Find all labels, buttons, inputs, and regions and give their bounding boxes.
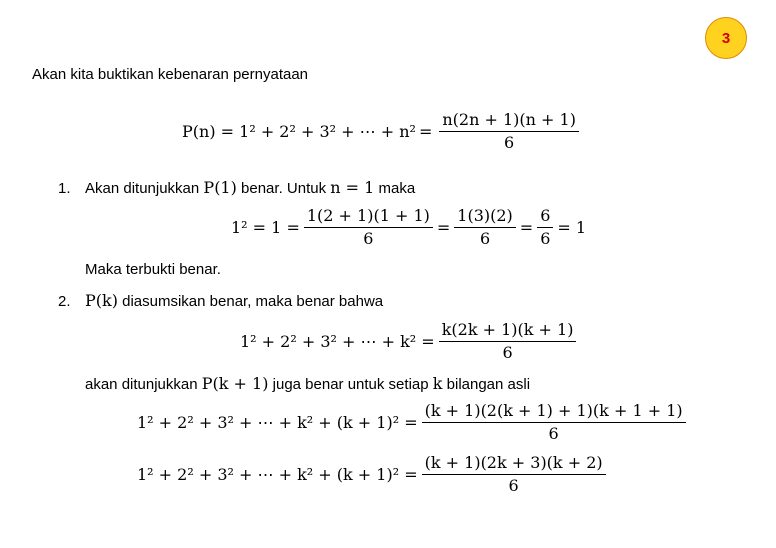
step1-eq-f3-denominator: 6: [540, 229, 551, 248]
step2-eq1-numerator: k(2k + 1)(k + 1): [439, 320, 577, 342]
step2-eq3-denominator: 6: [508, 476, 519, 495]
step2-eq2-numerator: (k + 1)(2(k + 1) + 1)(k + 1 + 1): [422, 401, 686, 423]
step2-math-b: P(k + 1): [201, 374, 269, 393]
step1-eq-fraction-2: [454, 206, 516, 248]
step2-text-c: juga benar untuk setiap: [272, 376, 429, 393]
step1-text-b: benar. Untuk: [241, 180, 327, 197]
step2-equation-2: [137, 401, 690, 443]
step2-text-a: diasumsikan benar, maka benar bahwa: [122, 293, 384, 310]
step1-eq-rhs: = 1: [557, 217, 587, 237]
step2-math-c: k: [432, 374, 443, 393]
step1-eq-f1-denominator: 6: [363, 229, 374, 248]
step1-eq-equals-1: =: [436, 217, 451, 237]
step1-eq-fraction-1: [304, 206, 433, 248]
step2-line-2: [85, 374, 530, 393]
step1-eq-f1-numerator: 1(2 + 1)(1 + 1): [304, 206, 433, 228]
step2-math-a: P(k): [85, 291, 118, 310]
step1-conclusion: Maka terbukti benar.: [85, 261, 221, 278]
step2-eq1-lhs: 1² + 2² + 3² + ⋯ + k² =: [240, 331, 435, 351]
step2-eq2-lhs: 1² + 2² + 3² + ⋯ + k² + (k + 1)² =: [137, 412, 418, 432]
main-equation-fraction: [439, 110, 579, 152]
step2-eq3-lhs: 1² + 2² + 3² + ⋯ + k² + (k + 1)² =: [137, 464, 418, 484]
main-equation-lhs: P(n) = 1² + 2² + 3² + ⋯ + n²: [182, 121, 416, 141]
step2-eq1-fraction: [439, 320, 577, 362]
step2-eq3-fraction: [422, 453, 606, 495]
step2-equation-1: [240, 320, 580, 362]
step2-eq2-fraction: [422, 401, 686, 443]
step2-equation-3: [137, 453, 610, 495]
step1-number: 1.: [58, 180, 71, 197]
intro-text: Akan kita buktikan kebenaran pernyataan: [32, 66, 309, 83]
step2-eq1-denominator: 6: [502, 343, 513, 362]
step2-eq2-denominator: 6: [548, 424, 559, 443]
step1-line: [85, 178, 415, 197]
step2-line-1: [85, 291, 383, 310]
step1-math-a: P(1): [203, 178, 237, 197]
step1-eq-fraction-3: [537, 206, 553, 248]
step1-eq-equals-2: =: [519, 217, 534, 237]
page-number-badge: 3: [705, 17, 747, 59]
step2-number: 2.: [58, 293, 71, 310]
main-equation-denominator: 6: [504, 133, 515, 152]
step1-eq-f2-numerator: 1(3)(2): [454, 206, 516, 228]
step1-eq-lhs: 1² = 1 =: [231, 217, 300, 237]
step1-math-b: n = 1: [330, 178, 375, 197]
step2-text-d: bilangan asli: [446, 376, 531, 393]
step2-text-b: akan ditunjukkan: [85, 376, 198, 393]
main-equation-equals: =: [418, 121, 433, 141]
main-equation: [182, 110, 583, 152]
step1-equation: [231, 206, 586, 248]
step1-text-c: maka: [378, 180, 416, 197]
step1-eq-f2-denominator: 6: [479, 229, 491, 248]
step2-eq3-numerator: (k + 1)(2k + 3)(k + 2): [422, 453, 606, 475]
step1-text-a: Akan ditunjukkan: [85, 180, 200, 197]
main-equation-numerator: n(2n + 1)(n + 1): [439, 110, 579, 132]
step1-eq-f3-numerator: 6: [537, 206, 553, 228]
